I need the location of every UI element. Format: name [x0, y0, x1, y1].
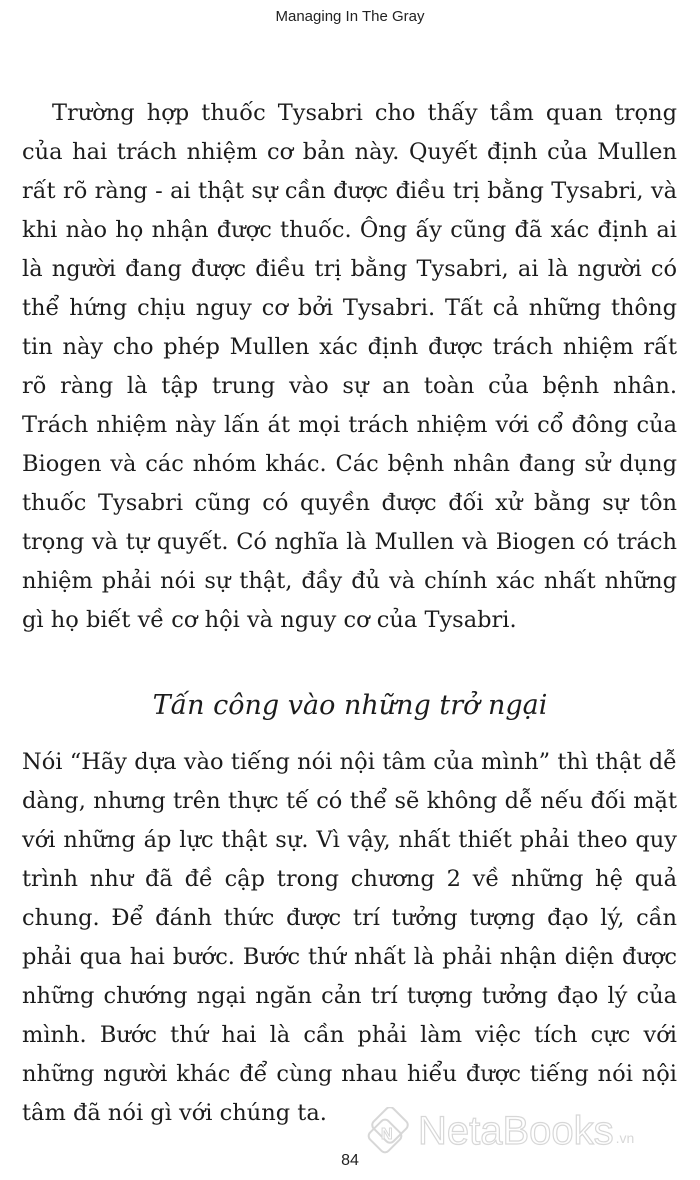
watermark-domain: .vn	[615, 1130, 635, 1146]
watermark	[364, 1107, 634, 1155]
svg-text:N: N	[381, 1126, 393, 1143]
body-paragraph-1: Trường hợp thuốc Tysabri cho thấy tầm quan trọng của hai trách nhiệm cơ bản này. Quyết định của Mullen rất rõ ràng - ai thật sự cần được điều trị bằng Tysabri, và khi nào họ nhận được thuốc. Ông ấy cũng đã xác định ai là người đang được điều trị bằng Tysabri, ai là người có thể hứng chịu nguy cơ bởi Tysabri. Tất cả những thông tin này cho phép Mullen xác định được trách nhiệm rất rõ ràng là tập trung vào sự an toàn của bệnh nhân. Trách nhiệm này lấn át mọi trách nhiệm với cổ đông của Biogen và các nhóm khác. Các bệnh nhân đang sử dụng thuốc Tysabri cũng có quyền được đối xử bằng sự tôn trọng và tự quyết. Có nghĩa là Mullen và Biogen có trách nhiệm phải nói sự thật, đầy đủ và chính xác nhất những gì họ biết về cơ hội và nguy cơ của Tysabri.	[22, 100, 677, 633]
page-number: 84	[341, 1152, 359, 1169]
body-paragraph-2: Nói “Hãy dựa vào tiếng nói nội tâm của mình” thì thật dễ dàng, nhưng trên thực tế có thể sẽ không dễ nếu đối mặt với những áp lực thật sự. Vì vậy, nhất thiết phải theo quy trình như đã đề cập trong chương 2 về những hệ quả chung. Để đánh thức được trí tưởng tượng đạo lý, cần phải qua hai bước. Bước thứ nhất là phải nhận diện được những chướng ngại ngăn cản trí tượng tưởng đạo lý của mình. Bước thứ hai là cần phải làm việc tích cực với những người khác để cùng nhau hiểu được tiếng nói nội tâm đã nói gì với chúng ta.	[22, 749, 677, 1126]
watermark-brand: NetaBooks	[418, 1108, 614, 1153]
netabooks-logo-icon	[364, 1107, 412, 1155]
running-header: Managing In The Gray	[275, 8, 425, 25]
section-heading: Tấn công vào những trở ngại	[152, 690, 548, 721]
